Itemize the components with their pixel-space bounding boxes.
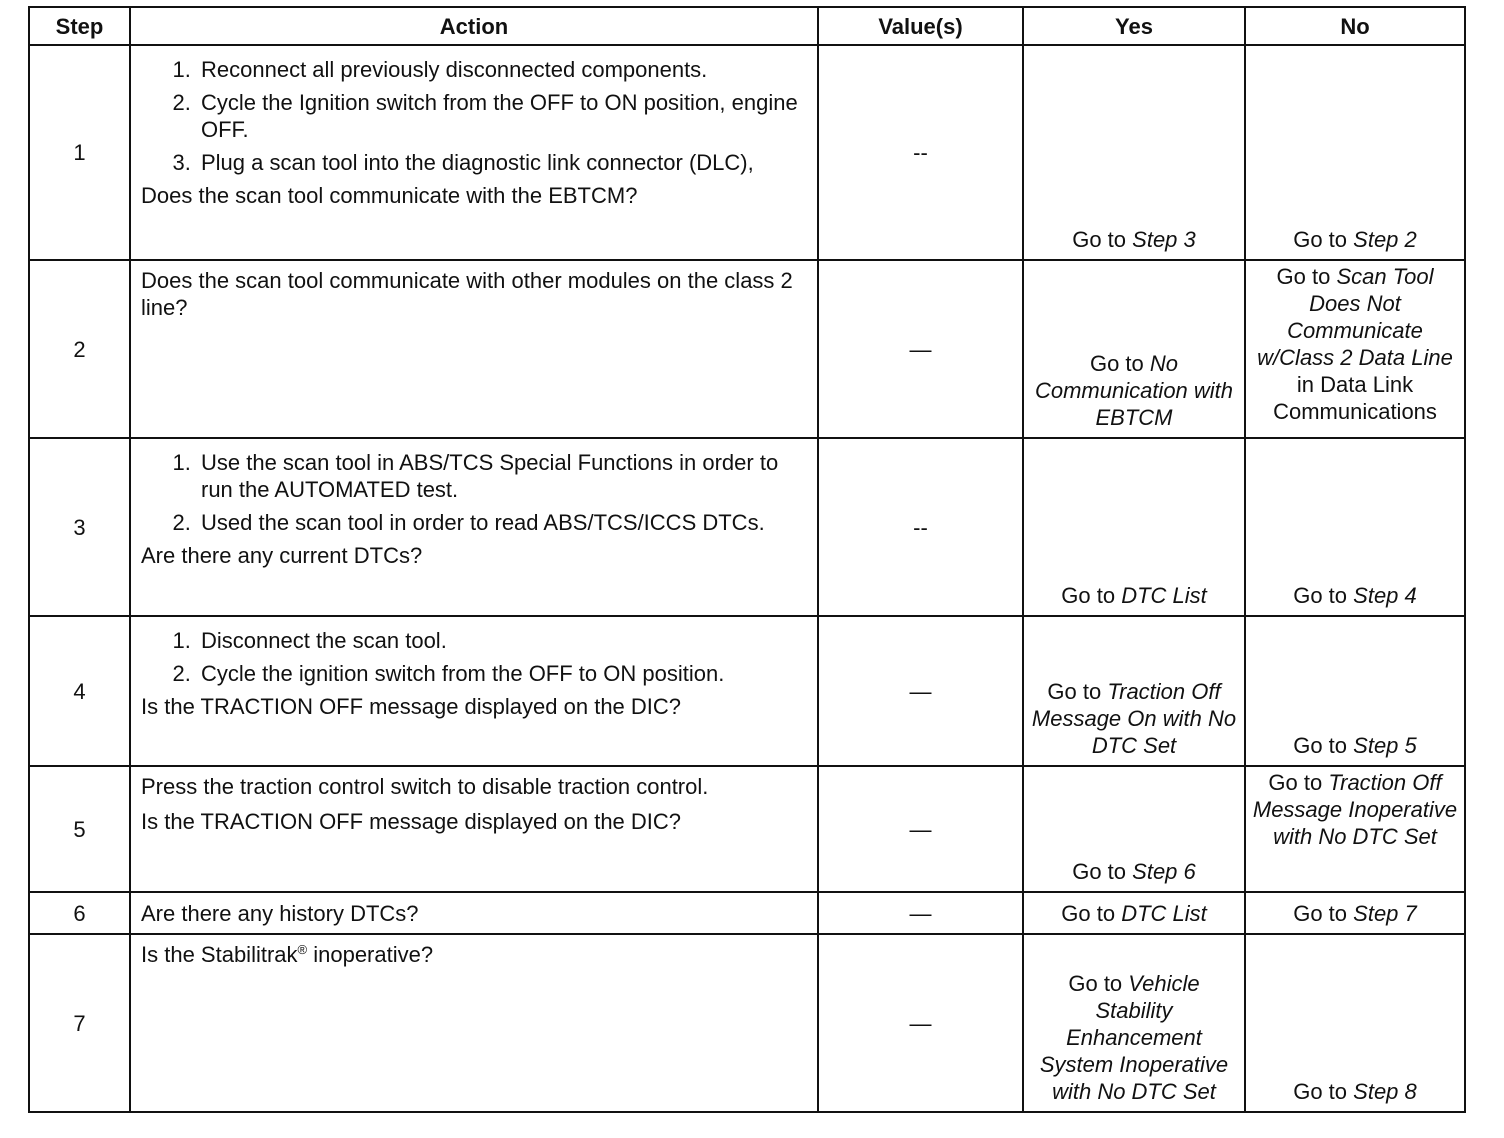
value-cell: -- — [818, 438, 1023, 616]
goto-link[interactable]: Step 8 — [1353, 1079, 1417, 1104]
goto-prefix: Go to — [1293, 227, 1348, 252]
goto-link[interactable]: Traction Off Message On with No DTC Set — [1031, 679, 1237, 758]
goto-link[interactable]: Step 4 — [1353, 583, 1417, 608]
goto-prefix: Go to — [1047, 679, 1102, 704]
goto-link[interactable]: Step 6 — [1132, 859, 1196, 884]
action-steps — [141, 449, 807, 536]
goto-suffix: in Data Link Communications — [1273, 372, 1437, 424]
value-cell: — — [818, 260, 1023, 438]
header-action: Action — [130, 7, 818, 45]
yes-cell — [1023, 438, 1245, 616]
action-cell — [130, 934, 818, 1112]
table-row — [29, 45, 1465, 260]
no-cell — [1245, 892, 1465, 934]
no-cell — [1245, 438, 1465, 616]
value-cell: -- — [818, 45, 1023, 260]
action-question: Is the TRACTION OFF message displayed on the DIC? — [141, 694, 682, 719]
yes-cell — [1023, 934, 1245, 1112]
goto-prefix: Go to — [1268, 770, 1323, 795]
action-question: Is the TRACTION OFF message displayed on the DIC? — [141, 809, 682, 834]
step-number: 4 — [29, 616, 130, 766]
action-cell — [130, 616, 818, 766]
goto-link[interactable]: Scan Tool Does Not Communicate w/Class 2 Data Line — [1257, 264, 1453, 370]
action-question: Does the scan tool communicate with other modules on the class 2 line? — [141, 268, 793, 320]
goto-link[interactable]: Traction Off Message Inoperative with No DTC Set — [1252, 770, 1458, 849]
goto-prefix: Go to — [1061, 900, 1116, 926]
yes-cell — [1023, 892, 1245, 934]
table-row — [29, 260, 1465, 438]
value-cell: — — [818, 766, 1023, 892]
no-cell — [1245, 260, 1465, 438]
no-cell — [1245, 616, 1465, 766]
action-steps — [141, 627, 807, 687]
step-number: 1 — [29, 45, 130, 260]
goto-prefix: Go to — [1293, 900, 1348, 926]
goto-prefix: Go to — [1276, 264, 1331, 289]
header-step: Step — [29, 7, 130, 45]
goto-link[interactable]: Vehicle Stability Enhancement System Inoperative with No DTC Set — [1039, 971, 1229, 1104]
action-question: Press the traction control switch to disable traction control. — [141, 774, 709, 799]
yes-cell — [1023, 260, 1245, 438]
action-cell — [130, 892, 818, 934]
table-row — [29, 766, 1465, 892]
yes-cell — [1023, 45, 1245, 260]
table-row — [29, 616, 1465, 766]
action-question — [141, 941, 807, 968]
action-step: 2. Cycle the Ignition switch from the OFF to ON position, engine OFF. — [197, 89, 807, 143]
action-cell — [130, 260, 818, 438]
header-values: Value(s) — [818, 7, 1023, 45]
step-number: 5 — [29, 766, 130, 892]
goto-link[interactable]: Step 2 — [1353, 227, 1417, 252]
step-number: 3 — [29, 438, 130, 616]
value-cell: — — [818, 892, 1023, 934]
goto-link[interactable]: Step 5 — [1353, 733, 1417, 758]
no-cell — [1245, 766, 1465, 892]
yes-cell — [1023, 616, 1245, 766]
action-step: 3. Plug a scan tool into the diagnostic link connector (DLC), — [197, 149, 807, 176]
goto-prefix: Go to — [1061, 583, 1116, 608]
diagnostic-table — [28, 6, 1466, 1113]
goto-prefix: Go to — [1072, 227, 1127, 252]
header-row — [29, 7, 1465, 45]
goto-link[interactable]: Step 7 — [1353, 900, 1417, 926]
value-cell: — — [818, 934, 1023, 1112]
step-number: 2 — [29, 260, 130, 438]
no-cell — [1245, 934, 1465, 1112]
no-cell — [1245, 45, 1465, 260]
table-row — [29, 438, 1465, 616]
value-cell: — — [818, 616, 1023, 766]
registered-mark: ® — [297, 942, 308, 957]
action-cell — [130, 45, 818, 260]
goto-prefix: Go to — [1089, 351, 1144, 376]
action-step: 1. Use the scan tool in ABS/TCS Special Functions in order to run the AUTOMATED test. — [197, 449, 807, 503]
action-step: 2. Used the scan tool in order to read ABS/TCS/ICCS DTCs. — [197, 509, 807, 536]
action-question: Does the scan tool communicate with the EBTCM? — [141, 183, 638, 208]
goto-prefix: Go to — [1293, 583, 1348, 608]
goto-prefix: Go to — [1293, 733, 1348, 758]
action-cell — [130, 438, 818, 616]
header-no: No — [1245, 7, 1465, 45]
header-yes: Yes — [1023, 7, 1245, 45]
table-row — [29, 934, 1465, 1112]
goto-link[interactable]: Step 3 — [1132, 227, 1196, 252]
goto-prefix: Go to — [1072, 859, 1127, 884]
question-text: Is the Stabilitrak — [141, 942, 298, 967]
question-text: inoperative? — [307, 942, 434, 967]
action-question: Are there any history DTCs? — [141, 900, 419, 926]
step-number: 6 — [29, 892, 130, 934]
action-question: Are there any current DTCs? — [141, 543, 423, 568]
step-number: 7 — [29, 934, 130, 1112]
goto-prefix: Go to — [1068, 971, 1123, 996]
action-steps — [141, 56, 807, 176]
goto-prefix: Go to — [1293, 1079, 1348, 1104]
goto-link[interactable]: No Communication with EBTCM — [1034, 351, 1234, 430]
goto-link[interactable]: DTC List — [1121, 900, 1207, 926]
table-row — [29, 892, 1465, 934]
action-step: 2. Cycle the ignition switch from the OFF to ON position. — [197, 660, 807, 687]
action-step: 1. Reconnect all previously disconnected components. — [197, 56, 807, 83]
action-cell — [130, 766, 818, 892]
yes-cell — [1023, 766, 1245, 892]
action-step: 1. Disconnect the scan tool. — [197, 627, 807, 654]
goto-link[interactable]: DTC List — [1121, 583, 1207, 608]
